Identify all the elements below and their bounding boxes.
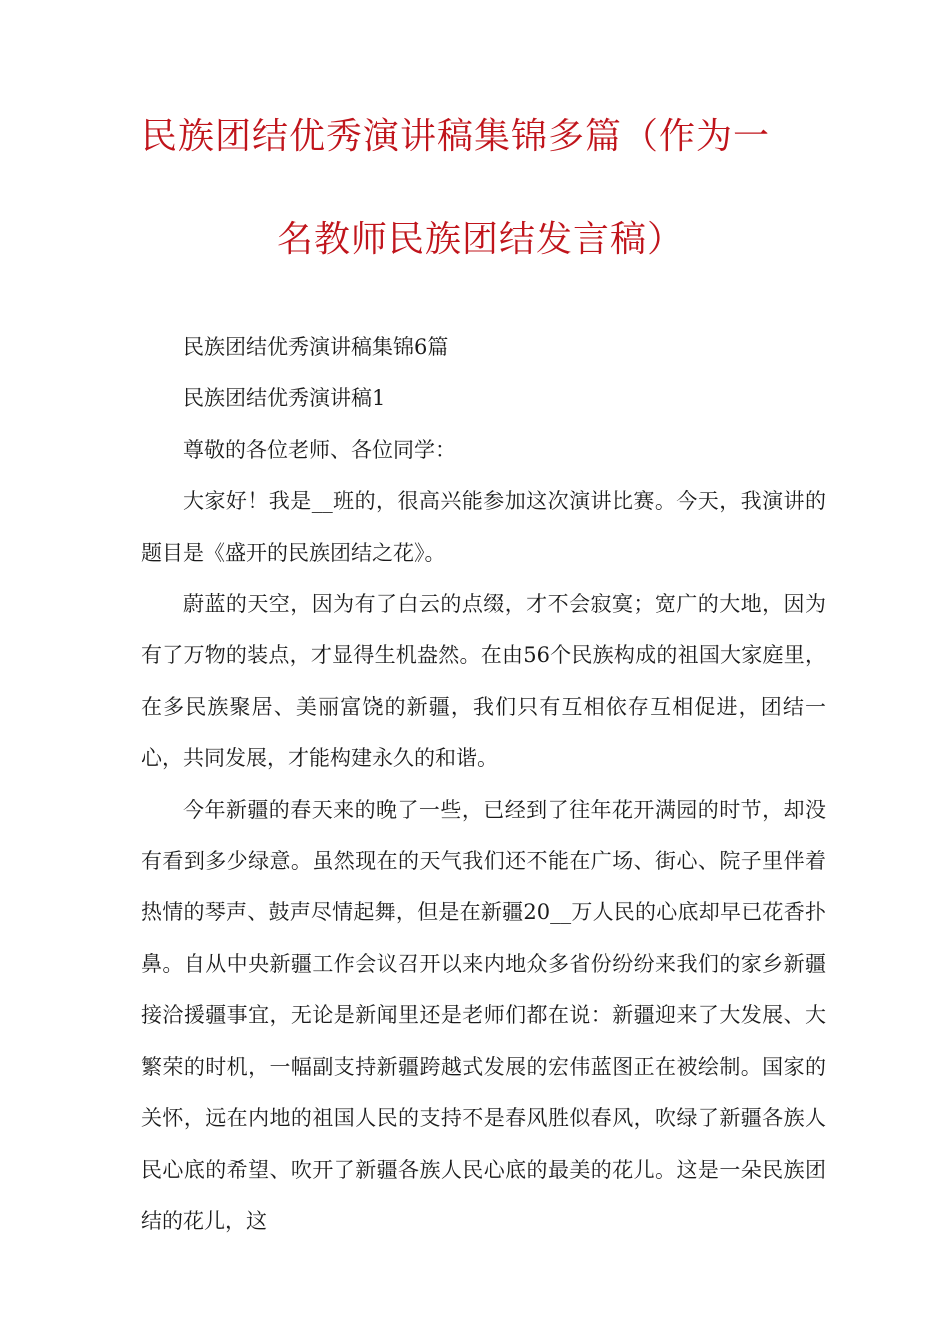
body-paragraph: 今年新疆的春天来的晚了一些，已经到了往年花开满园的时节，却没有看到多少绿意。虽然现在的天气我们还不能在广场、街心、院子里伴着热情的琴声、鼓声尽情起舞，但是在新疆20__万人民的心底却早已花香扑鼻。自从中央新疆工作会议召开以来内地众多省份纷纷来我们的家乡新疆接洽援疆事宜，无论是新闻里还是老师们都在说：新疆迎来了大发展、大繁荣的时机，一幅副支持新疆跨越式发展的宏伟蓝图正在被绘制。国家的关怀，远在内地的祖国人民的支持不是春风胜似春风，吹绿了新疆各族人民心底的希望、吹开了新疆各族人民心底的最美的花儿。这是一朵民族团结的花儿，这	[141, 797, 826, 1233]
speech-heading: 民族团结优秀演讲稿1	[183, 386, 386, 411]
body-paragraph: 大家好！我是__班的，很高兴能参加这次演讲比赛。今天，我演讲的题目是《盛开的民族团结之花》。	[141, 489, 826, 565]
document-body	[141, 322, 826, 1247]
salutation: 尊敬的各位老师、各位同学：	[183, 437, 456, 462]
document-title-line-1: 民族团结优秀演讲稿集锦多篇（作为一	[141, 116, 771, 157]
collection-heading: 民族团结优秀演讲稿集锦6篇	[183, 335, 449, 359]
document-title-line-2: 名教师民族团结发言稿）	[277, 219, 685, 260]
body-paragraph: 蔚蓝的天空，因为有了白云的点缀，才不会寂寞；宽广的大地，因为有了万物的装点，才显得生机盎然。在由56个民族构成的祖国大家庭里，在多民族聚居、美丽富饶的新疆，我们只有互相依存互相促进，团结一心，共同发展，才能构建永久的和谐。	[141, 592, 826, 771]
